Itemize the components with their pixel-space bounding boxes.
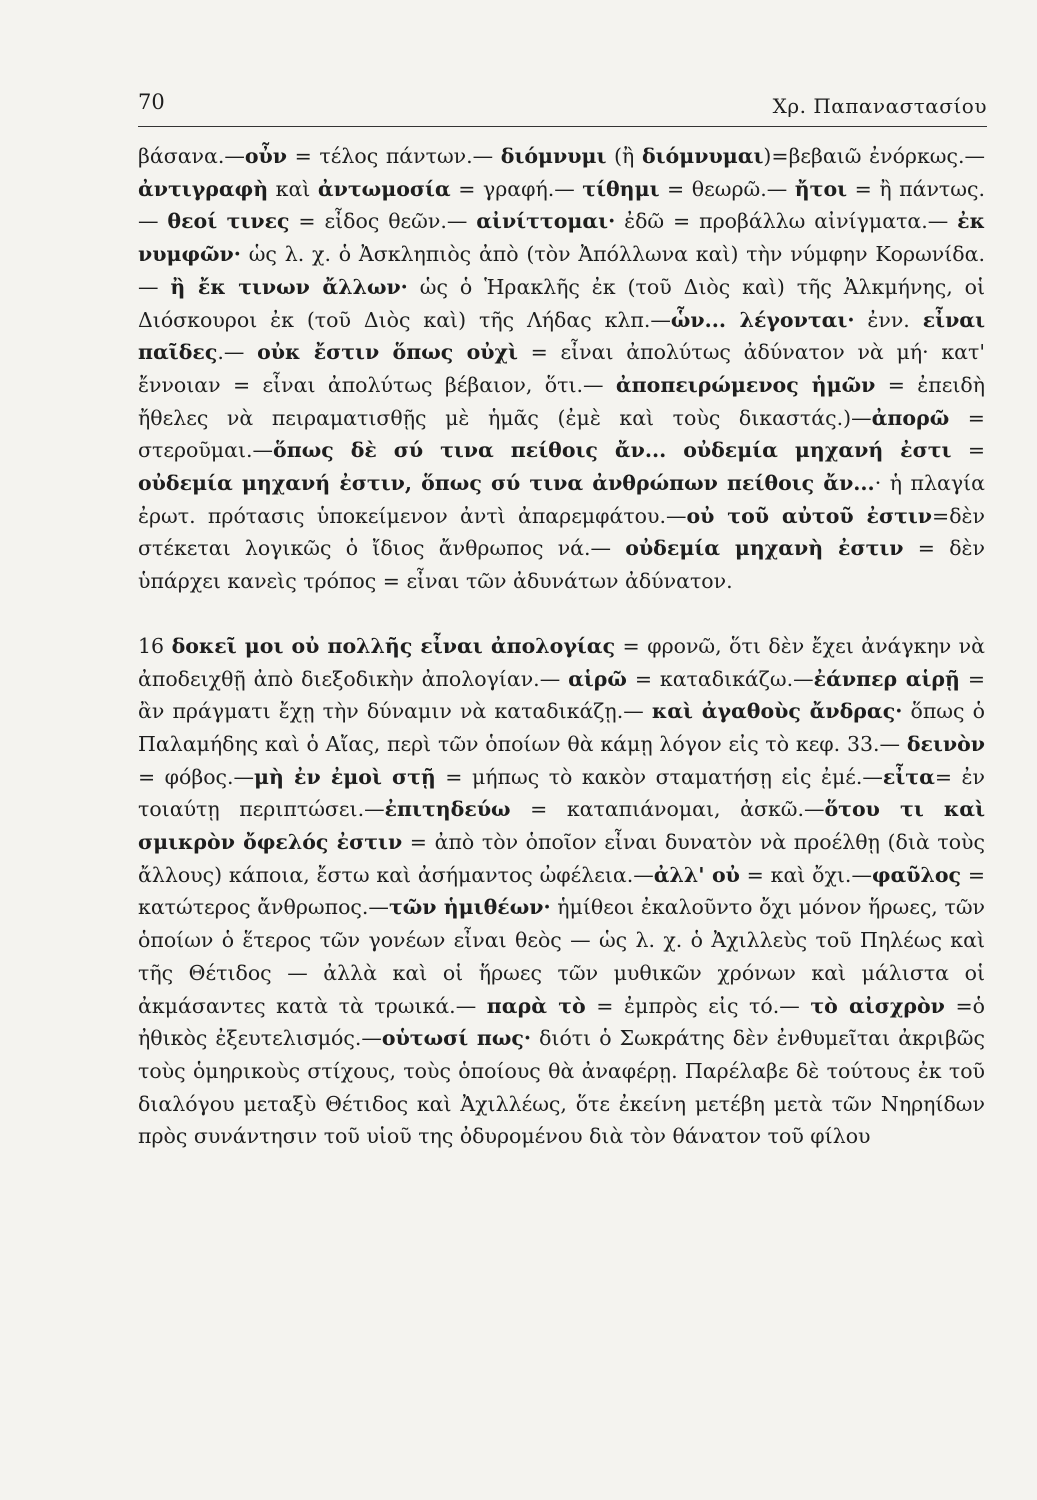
- lemma-term: αἰνίττομαι·: [476, 209, 616, 234]
- lemma-term: ὧν... λέγονται·: [670, 307, 855, 332]
- lemma-term: ἀποπειρώμενος ἡμῶν: [615, 372, 876, 397]
- lemma-term: ἀντιγραφὴ: [138, 176, 269, 201]
- gloss-text: =δὲν στέκεται λογικῶς ὁ ἴδιος ἄνθρωπος νά.—: [138, 503, 985, 561]
- gloss-text: = μήπως τὸ κακὸν σταματήσῃ εἰς ἐμέ.—: [435, 764, 883, 789]
- lemma-term: ὅτου τι καὶ σμικρὸν ὄφελός ἐστιν: [138, 797, 985, 855]
- lemma-term: ἢ ἔκ τινων ἄλλων·: [170, 274, 408, 299]
- gloss-text: =: [951, 438, 986, 463]
- lemma-term: δεινὸν: [906, 731, 985, 756]
- gloss-text: βάσανα.—: [138, 144, 245, 168]
- lemma-term: οὐ τοῦ αὐτοῦ ἐστιν: [686, 503, 933, 528]
- gloss-text: = ἢ πάντως.—: [138, 176, 985, 234]
- running-head: Χρ. Παπαναστασίου: [772, 94, 987, 118]
- gloss-text: .—: [217, 340, 258, 365]
- gloss-text: = θεωρῶ.—: [659, 176, 795, 201]
- gloss-text: = καταπιάνομαι, ἀσκῶ.—: [510, 797, 825, 822]
- gloss-text: = ἀπὸ τὸν ὁποῖον εἶναι δυνατὸν νὰ προέλθῃ (διὰ τοὺς ἄλλους) κάποια, ἔστω καὶ ἀσήμαντος ὠφέλεια.—: [138, 830, 985, 887]
- lemma-term: εἶναι παῖδες: [138, 307, 985, 365]
- lemma-term: ἀπορῶ: [871, 405, 950, 430]
- commentary-paragraph-2: [138, 630, 985, 1153]
- gloss-text: = κατώτερος ἄνθρωπος.—: [138, 862, 985, 920]
- lemma-term: θεοί τινες: [167, 209, 290, 234]
- gloss-text: ἐδῶ = προβάλλω αἰνίγματα.—: [615, 209, 958, 234]
- gloss-text: = ἂν πράγματι ἔχῃ τὴν δύναμιν νὰ καταδικάζῃ.—: [138, 666, 985, 724]
- lemma-term: οὐδεμία μηχανή ἐστιν, ὅπως σύ τινα ἀνθρώπων πείθοις ἄν...: [138, 471, 875, 496]
- lemma-term: οὐκ ἔστιν ὅπως οὐχὶ: [257, 340, 518, 365]
- gloss-text: ὡς ὁ Ἡρακλῆς ἐκ (τοῦ Διὸς καὶ) τῆς Ἀλκμήνης, οἱ Διόσκουροι ἐκ (τοῦ Διὸς καὶ) τῆς Λήδας κλπ.—: [138, 274, 985, 332]
- gloss-text: =ὁ ἠθικὸς ἐξευτελισμός.—: [138, 993, 985, 1051]
- lemma-term: ἤτοι: [794, 176, 848, 201]
- gloss-text: · ἡ πλαγία ἐρωτ. πρότασις ὑποκείμενον ἀντὶ ἀπαρεμφάτου.—: [138, 471, 985, 528]
- lemma-term: διόμνυμι: [500, 144, 607, 168]
- gloss-text: = εἶδος θεῶν.—: [289, 209, 477, 234]
- lemma-term: φαῦλος: [871, 862, 962, 887]
- lemma-term: δοκεῖ μοι οὐ πολλῆς εἶναι ἀπολογίας: [171, 633, 616, 658]
- gloss-text: = φόβος.—: [138, 764, 255, 789]
- lemma-term: ὅπως δὲ σύ τινα πείθοις ἄν... οὐδεμία μηχανή ἐστι: [273, 438, 952, 463]
- gloss-text: 16: [138, 633, 172, 658]
- lemma-term: τίθημι: [582, 176, 660, 201]
- gloss-text: = στεροῦμαι.—: [138, 405, 985, 463]
- lemma-term: ἀντωμοσία: [317, 176, 451, 201]
- lemma-term: μὴ ἐν ἐμοὶ στῇ: [254, 764, 436, 789]
- commentary-text: [138, 140, 985, 1153]
- lemma-term: οὖν: [244, 144, 287, 168]
- lemma-term: καὶ ἀγαθοὺς ἄνδρας·: [651, 699, 903, 724]
- lemma-term: αἱρῶ: [568, 666, 627, 691]
- lemma-term: εἶτα: [882, 764, 935, 789]
- lemma-term: παρὰ τὸ: [486, 993, 586, 1018]
- lemma-term: διόμνυμαι: [641, 144, 764, 168]
- lemma-term: ἀλλ' οὐ: [653, 862, 740, 887]
- gloss-text: = καταδικάζω.—: [626, 666, 814, 691]
- page-header: [138, 86, 987, 127]
- gloss-text: καὶ: [268, 176, 318, 201]
- gloss-text: = εἶναι ἀπολύτως ἀδύνατον νὰ μή· κατ' ἔννοιαν = εἶναι ἀπολύτως βέβαιον, ὅτι.—: [138, 340, 985, 397]
- lemma-term: ἐάνπερ αἱρῇ: [813, 666, 960, 691]
- commentary-paragraph-1: [138, 140, 985, 598]
- lemma-term: τῶν ἡμιθέων·: [388, 895, 551, 920]
- gloss-text: )=βεβαιῶ ἐνόρκως.—: [763, 144, 985, 168]
- lemma-term: ἐκ νυμφῶν·: [138, 209, 985, 267]
- gloss-text: = ἐμπρὸς εἰς τό.—: [585, 993, 811, 1018]
- gloss-text: = ἐπειδὴ ἤθελες νὰ πειραματισθῇς μὲ ἡμᾶς (ἐμὲ καὶ τοὺς δικαστάς.)—: [138, 372, 985, 430]
- gloss-text: = δὲν ὑπάρχει κανεὶς τρόπος = εἶναι τῶν ἀδυνάτων ἀδύνατον.: [138, 536, 985, 594]
- gloss-text: = ἐν τοιαύτῃ περιπτώσει.—: [138, 764, 985, 822]
- gloss-text: = τέλος πάντων.—: [286, 144, 501, 168]
- lemma-term: τὸ αἰσχρὸν: [810, 993, 945, 1018]
- gloss-text: = καὶ ὄχι.—: [739, 862, 872, 887]
- gloss-text: ὡς λ. χ. ὁ Ἀσκληπιὸς ἀπὸ (τὸν Ἀπόλλωνα καὶ) τὴν νύμφην Κορωνίδα.—: [138, 242, 985, 299]
- lemma-term: ἐπιτηδεύω: [384, 797, 511, 822]
- gloss-text: ἡμίθεοι ἐκαλοῦντο ὄχι μόνον ἥρωες, τῶν ὁποίων ὁ ἕτερος τῶν γονέων εἶναι θεὸς — ὡς λ. χ. ὁ Ἀχιλλεὺς τοῦ Πηλέως καὶ τῆς Θέτιδος — ἀλλὰ καὶ οἱ ἥρωες τῶν μυθικῶν χρόνων καὶ μάλιστα οἱ ἀκμάσαντες κατὰ τὰ τρωικά.—: [138, 895, 985, 1018]
- gloss-text: διότι ὁ Σωκράτης δὲν ἐνθυμεῖται ἀκριβῶς τοὺς ὁμηρικοὺς στίχους, τοὺς ὁποίους θὰ ἀναφέρῃ. Παρέλαβε δὲ τούτους ἐκ τοῦ διαλόγου μεταξὺ Θέτιδος καὶ Ἀχιλλέως, ὅτε ἐκείνη μετέβη μετὰ τῶν Νηρηίδων πρὸς συνάντησιν τοῦ υἱοῦ της ὀδυρομένου διὰ τὸν θάνατον τοῦ φίλου: [138, 1026, 985, 1149]
- gloss-text: = γραφή.—: [450, 176, 583, 201]
- gloss-text: (ἢ: [606, 144, 642, 168]
- lemma-term: οὐδεμία μηχανὴ ἐστιν: [625, 536, 904, 561]
- lemma-term: οὑτωσί πως·: [381, 1026, 531, 1051]
- gloss-text: ἐνν.: [854, 307, 923, 332]
- page-number: 70: [138, 90, 165, 114]
- gloss-text: ὅπως ὁ Παλαμήδης καὶ ὁ Αἴας, περὶ τῶν ὁποίων θὰ κάμῃ λόγον εἰς τὸ κεφ. 33.—: [138, 699, 985, 756]
- gloss-text: = φρονῶ, ὅτι δὲν ἔχει ἀνάγκην νὰ ἀποδειχθῇ ἀπὸ διεξοδικὴν ἀπολογίαν.—: [138, 633, 985, 691]
